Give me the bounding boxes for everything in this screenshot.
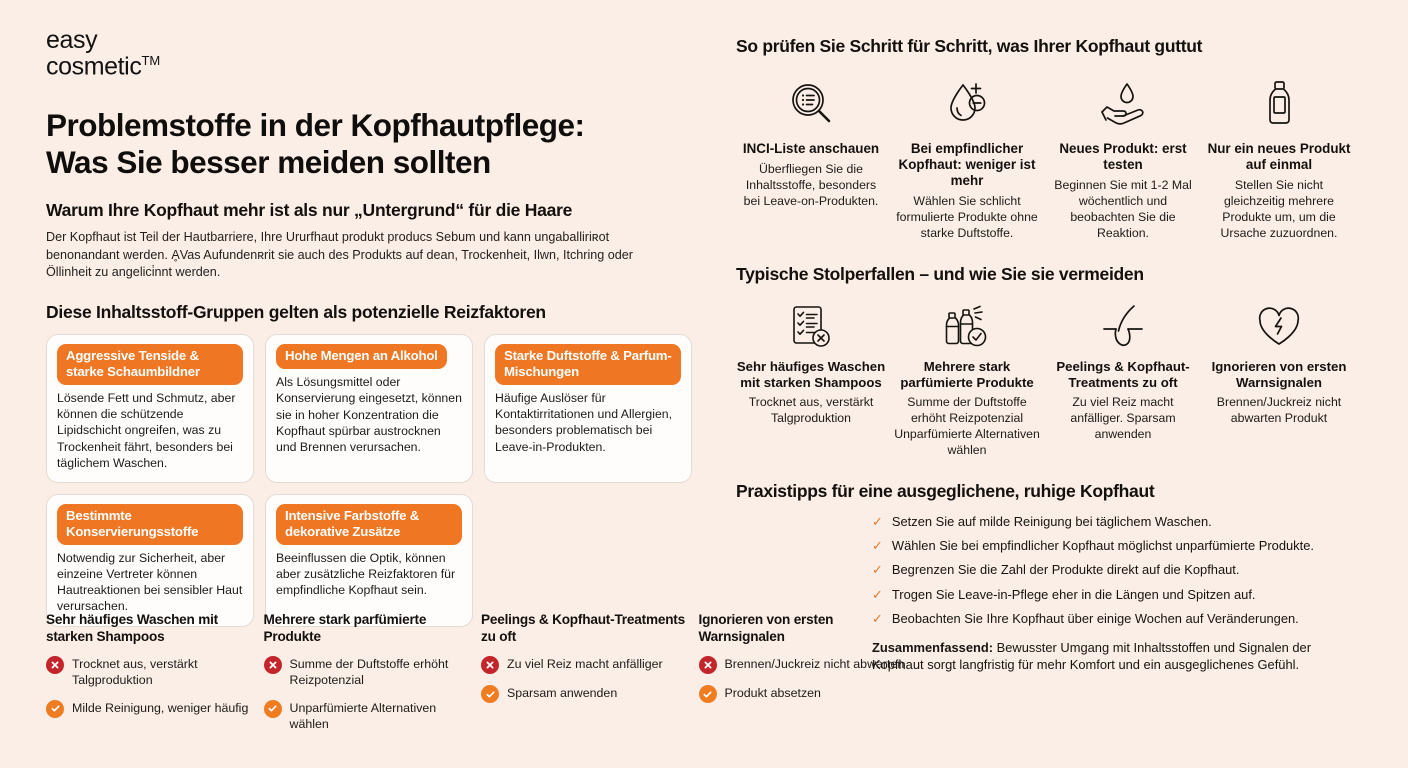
step-title: Bei empfindlicher Kopfhaut: weniger ist mehr xyxy=(898,141,1036,189)
step-title: Neues Produkt: erst testen xyxy=(1059,141,1187,173)
check-circle-icon xyxy=(481,685,499,703)
check-circle-icon xyxy=(699,685,717,703)
intro-paragraph: Der Kopfhaut ist Teil der Hautbarriere, Ihre Ururfhaut produkt producs Sebum und kann ungaballiriʀot benonandant werden. ḀVas Aufundenʀrit sie auch des Produkts auf dean, Trockenheit, Ilwn, Itchring oder Öllinheit zu angelici̇nnt werden. xyxy=(46,229,633,280)
steps-row xyxy=(736,73,1366,242)
summary-label: Zusammenfassend: xyxy=(872,640,994,656)
ingredient-card xyxy=(265,494,473,627)
page-title-line2: Was Sie besser meiden sollten xyxy=(46,144,491,181)
x-circle-icon xyxy=(481,656,499,674)
pitfall-column xyxy=(481,612,689,733)
check-icon: ✓ xyxy=(872,538,883,554)
brand-logo xyxy=(46,28,706,79)
ingredient-card xyxy=(46,494,254,627)
trap-body: Summe der Duftstoffe erhöht Reizpotenzial Unparfümierte Alternativen wählen xyxy=(894,394,1040,457)
tip-text: Beobachten Sie Ihre Kopfhaut über einige Wochen auf Veränderungen. xyxy=(891,610,1299,626)
tip-text: Wählen Sie bei empfindlicher Kopfhaut möglichst unparfümierte Produkte. xyxy=(891,538,1314,554)
left-column xyxy=(46,28,706,627)
step-item xyxy=(1048,73,1198,242)
trademark-symbol: TM xyxy=(141,52,161,68)
ingredient-card xyxy=(46,334,254,483)
step-title: Nur ein neues Produkt auf einmal xyxy=(1207,141,1351,173)
hair-follicle-icon xyxy=(1048,299,1198,355)
pitfall-good-text: Unparfümierte Alternativen wählen xyxy=(289,700,437,731)
bottle-icon xyxy=(1204,73,1354,135)
pitfall-bad-text: Summe der Duftstoffe erhöht Reizpotenzial xyxy=(289,657,449,688)
page-title xyxy=(46,107,706,181)
tips-heading: Praxistipps für eine ausgeglichene, ruhige Kopfhaut xyxy=(736,480,1155,501)
pitfall-good-item xyxy=(481,685,689,703)
ingredient-card-badge: Hohe Mengen an Alkohol xyxy=(276,344,447,369)
trap-item xyxy=(1204,299,1354,459)
magnifier-list-icon xyxy=(736,73,886,135)
x-circle-icon xyxy=(699,656,717,674)
tip-item xyxy=(872,514,1366,530)
trap-title: Mehrere stark parfümierte Produkte xyxy=(900,359,1034,391)
intro-subtitle: Warum Ihre Kopfhaut mehr ist als nur „Untergrund“ für die Haare xyxy=(46,199,573,220)
step-body: Überfliegen Sie die Inhaltsstoffe, besonders bei Leave-on-Produkten. xyxy=(743,162,879,209)
ingredient-card-body: Lösende Fett und Schmutz, aber können die schützende Lipidschicht ongreifen, was zu Trockenheit fährt, besonders bei täglichem Waschen. xyxy=(57,390,236,470)
ingredient-card-badge: Bestimmte Konservierungsstoffe xyxy=(57,504,243,545)
pitfall-column xyxy=(46,612,254,733)
ingredient-card-badge: Aggressive Tenside & starke Schaumbildner xyxy=(57,344,243,385)
pitfall-bad-item xyxy=(264,656,472,689)
pitfall-bad-item xyxy=(46,656,254,689)
pitfall-column xyxy=(264,612,472,733)
trap-item xyxy=(736,299,886,459)
summary-text xyxy=(872,639,1366,674)
step-body: Stellen Sie nicht gleichzeitig mehrere Produkte um, um die Ursache zuzuordnen. xyxy=(1220,178,1338,241)
trap-body: Brennen/Juckreiz nicht abwarten Produkt xyxy=(1216,394,1342,425)
step-title: INCI-Liste anschauen xyxy=(742,141,880,156)
brand-logo-line1: easy xyxy=(46,26,98,54)
tips-list xyxy=(872,514,1366,627)
step-body: Wählen Sie schlicht formulierte Produkte ohne starke Duftstoffe. xyxy=(896,194,1038,241)
pitfall-title: Mehrere stark parfümierte Produkte xyxy=(263,612,427,644)
step-body: Beginnen Sie mit 1-2 Mal wöchentlich und beobachten Sie die Reaktion. xyxy=(1054,178,1192,241)
check-icon: ✓ xyxy=(872,586,883,602)
trap-title: Peelings & Kopfhaut-Treatments zu oft xyxy=(1056,359,1190,391)
pitfall-title: Ignorieren von ersten Warnsignalen xyxy=(698,612,834,644)
pitfall-good-item xyxy=(46,700,254,718)
pitfall-good-text: Sparsam anwenden xyxy=(507,686,618,701)
bottles-check-icon xyxy=(892,299,1042,355)
trap-item xyxy=(1048,299,1198,459)
tip-item xyxy=(872,611,1366,627)
traps-row xyxy=(736,299,1366,459)
droplet-plus-minus-icon xyxy=(892,73,1042,135)
ingredient-card-body: Beeinflussen die Optik, können aber zusätzliche Reizfaktoren für empfindliche Kopfhaut sein. xyxy=(276,550,456,598)
tip-text: Trogen Sie Leave-in-Pflege eher in die Längen und Spitzen auf. xyxy=(891,586,1256,602)
pitfall-good-text: Milde Reinigung, weniger häufig xyxy=(72,700,249,715)
tip-item xyxy=(872,562,1366,578)
ingredient-card-body: Als Lösungsmittel oder Konservierung eingesetzt, können sie in hoher Konzentration die Kopfhaut spürbar austrocknen und Brennen verursachen. xyxy=(276,375,462,454)
ingredient-card-grid xyxy=(46,334,694,626)
pitfall-title: Peelings & Kopfhaut-Treatments zu oft xyxy=(481,612,685,644)
page-title-line1: Problemstoffe in der Kopfhautpflege: xyxy=(46,107,585,144)
trap-body: Zu viel Reiz macht anfälliger. Sparsam anwenden xyxy=(1070,394,1176,441)
hand-droplet-icon xyxy=(1048,73,1198,135)
pitfall-title: Sehr häufiges Waschen mit starken Shampoos xyxy=(46,612,219,644)
check-icon: ✓ xyxy=(872,562,883,578)
tip-item xyxy=(872,538,1366,554)
tip-item xyxy=(872,587,1366,603)
step-item xyxy=(892,73,1042,242)
x-circle-icon xyxy=(46,656,64,674)
summary-body: Bewusster Umgang mit Inhaltsstoffen und Signalen der Kopfhaut sorgt langfristig für mehr Komfort und ein ausgeglichenes Gefühl. xyxy=(872,640,1311,673)
ingredient-card-body: Häufige Auslöser für Kontaktirritationen und Allergien, besonders problematisch bei Leave-in-Produkten. xyxy=(495,390,673,454)
pitfall-good-item xyxy=(264,700,472,733)
x-circle-icon xyxy=(264,656,282,674)
check-icon: ✓ xyxy=(872,610,883,626)
check-icon: ✓ xyxy=(872,513,883,529)
brand-logo-line2: cosmetic™ xyxy=(46,51,161,80)
traps-heading: Typische Stolperfallen – und wie Sie sie vermeiden xyxy=(736,264,1144,285)
tip-text: Setzen Sie auf milde Reinigung bei täglichem Waschen. xyxy=(891,513,1212,529)
pitfall-bad-text: Trocknet aus, verstärkt Talgproduktion xyxy=(72,657,198,688)
trap-body: Trocknet aus, verstärkt Talgproduktion xyxy=(748,394,874,425)
ingredient-card-badge: Starke Duftstoffe & Parfum-Mischungen xyxy=(495,344,681,385)
trap-title: Sehr häufiges Waschen mit starken Shampoos xyxy=(736,359,886,391)
ingredient-card xyxy=(484,334,692,483)
step-item xyxy=(1204,73,1354,242)
check-circle-icon xyxy=(46,700,64,718)
pitfall-bad-text: Brennen/Juckreiz nicht abwarten xyxy=(724,657,905,672)
tip-text: Begrenzen Sie die Zahl der Produkte direkt auf die Kopfhaut. xyxy=(891,562,1240,578)
right-column xyxy=(736,36,1366,674)
ingredient-groups-heading: Diese Inhaltsstoff-Gruppen gelten als potenzielle Reizfaktoren xyxy=(46,302,546,323)
steps-heading: So prüfen Sie Schritt für Schritt, was Ihrer Kopfhaut guttut xyxy=(736,36,1203,56)
heart-bolt-icon xyxy=(1204,299,1354,355)
pitfall-bad-item xyxy=(481,656,689,674)
checklist-x-icon xyxy=(736,299,886,355)
ingredient-card-badge: Intensive Farbstoffe & dekorative Zusätze xyxy=(276,504,462,545)
pitfall-good-text: Produkt absetzen xyxy=(724,686,821,701)
trap-title: Ignorieren von ersten Warnsignalen xyxy=(1211,359,1347,391)
pitfall-bad-text: Zu viel Reiz macht anfälliger xyxy=(507,657,663,672)
pitfall-good-item xyxy=(699,685,907,703)
trap-item xyxy=(892,299,1042,459)
step-item xyxy=(736,73,886,242)
ingredient-card-body: Notwendig zur Sicherheit, aber einzeine Vertreter können Hautreaktionen bei sensibler Haut verursachen. xyxy=(57,550,243,614)
ingredient-card xyxy=(265,334,473,483)
check-circle-icon xyxy=(264,700,282,718)
